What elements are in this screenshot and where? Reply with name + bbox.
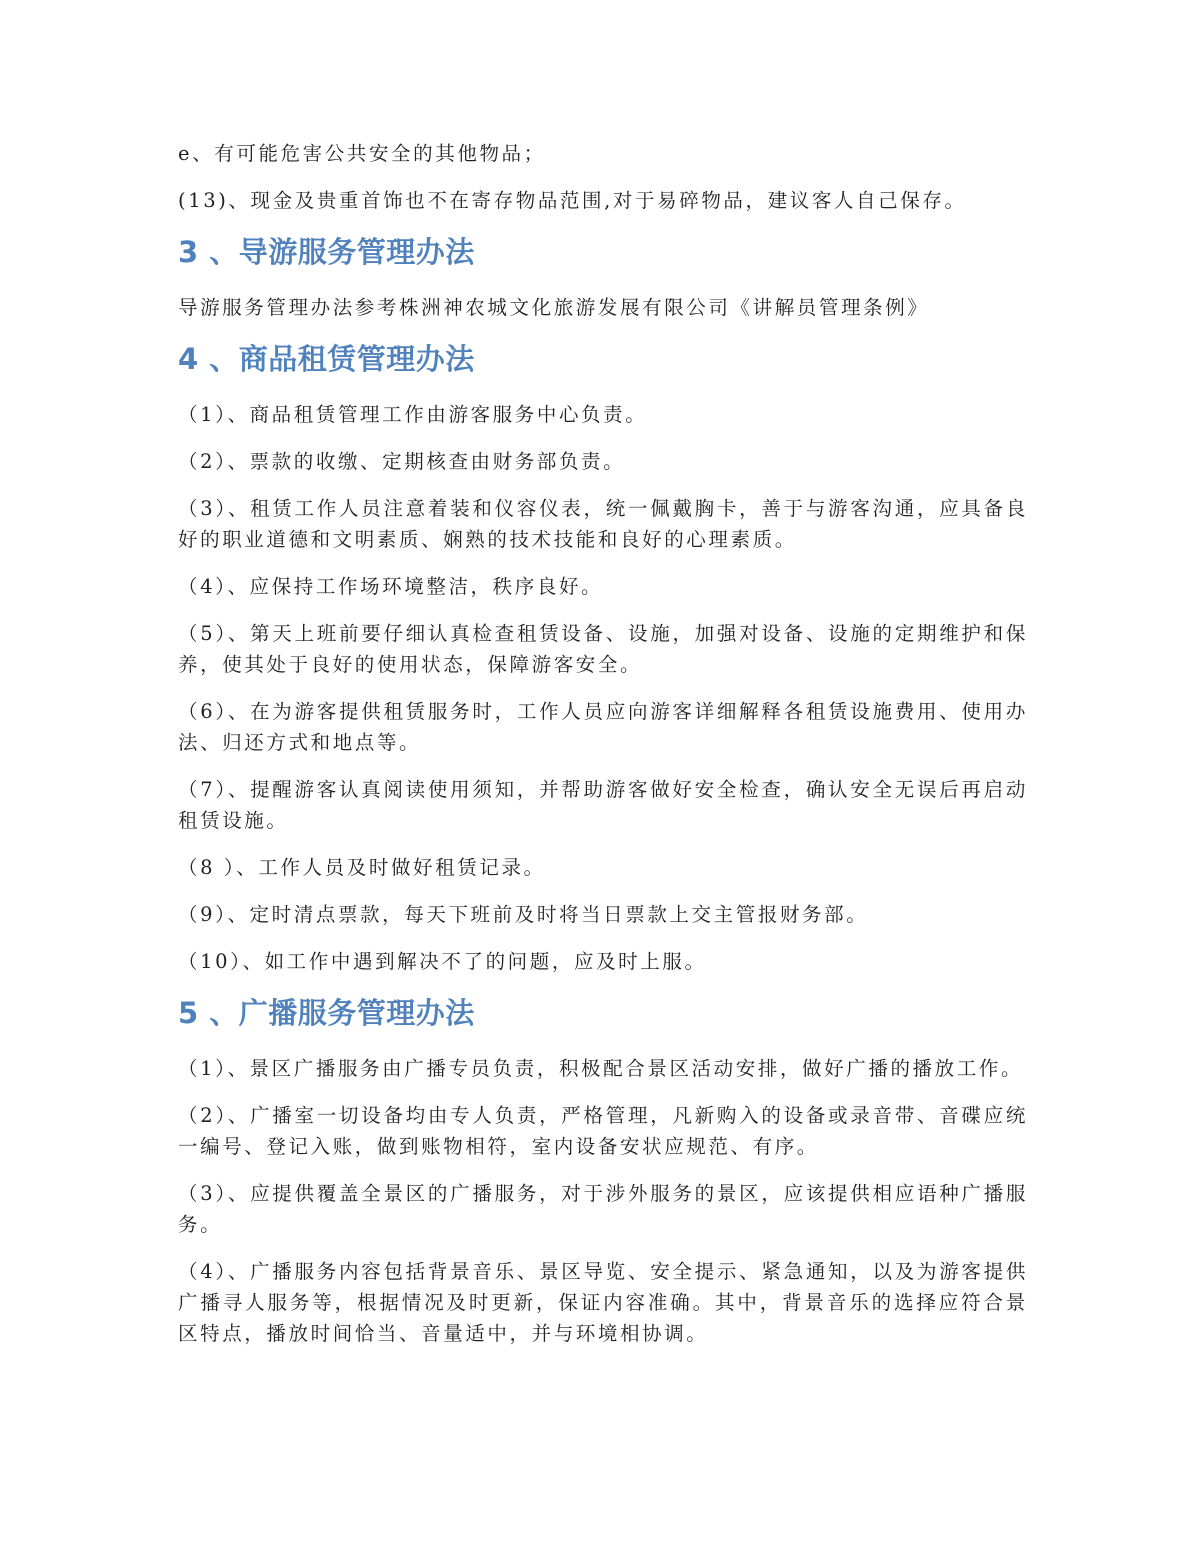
paragraph-rental-2: （2）、票款的收缴、定期核查由财务部负责。 <box>178 450 626 473</box>
paragraph-broadcast-3: （3）、应提供覆盖全景区的广播服务，对于涉外服务的景区，应该提供相应语种广播服务。 <box>178 1182 1028 1236</box>
section-heading-4: 4 、商品租赁管理办法 <box>178 342 475 376</box>
paragraph-item-13: (13)、现金及贵重首饰也不在寄存物品范围,对于易碎物品，建议客人自己保存。 <box>178 189 967 212</box>
paragraph-broadcast-2: （2）、广播室一切设备均由专人负责，严格管理，凡新购入的设备或录音带、音碟应统一编号、登记入账，做到账物相符，室内设备安状应规范、有序。 <box>178 1104 1028 1158</box>
paragraph-rental-8: （8 ）、工作人员及时做好租赁记录。 <box>178 856 546 879</box>
paragraph-rental-1: （1）、商品租赁管理工作由游客服务中心负责。 <box>178 403 648 426</box>
paragraph-rental-5: （5）、第天上班前要仔细认真检查租赁设备、设施，加强对设备、设施的定期维护和保养，使其处于良好的使用状态，保障游客安全。 <box>178 622 1028 676</box>
paragraph-rental-10: （10）、如工作中遇到解决不了的问题，应及时上服。 <box>178 950 707 973</box>
paragraph-rental-3: （3）、租赁工作人员注意着装和仪容仪表，统一佩戴胸卡，善于与游客沟通，应具备良好的职业道德和文明素质、娴熟的技术技能和良好的心理素质。 <box>178 497 1028 551</box>
paragraph-guide-service: 导游服务管理办法参考株洲神农城文化旅游发展有限公司《讲解员管理条例》 <box>178 296 930 319</box>
paragraph-rental-7: （7）、提醒游客认真阅读使用须知，并帮助游客做好安全检查，确认安全无误后再启动租赁设施。 <box>178 778 1028 832</box>
section-heading-3: 3 、导游服务管理办法 <box>178 235 475 269</box>
document-page <box>178 138 1028 1365</box>
paragraph-rental-4: （4）、应保持工作场环境整洁，秩序良好。 <box>178 575 604 598</box>
paragraph-broadcast-1: （1）、景区广播服务由广播专员负责，积极配合景区活动安排，做好广播的播放工作。 <box>178 1057 1024 1080</box>
paragraph-item-e: e、有可能危害公共安全的其他物品； <box>178 142 546 165</box>
paragraph-broadcast-4: （4）、广播服务内容包括背景音乐、景区导览、安全提示、紧急通知，以及为游客提供广播寻人服务等，根据情况及时更新，保证内容准确。其中，背景音乐的选择应符合景区特点，播放时间恰当、音量适中，并与环境相协调。 <box>178 1260 1028 1345</box>
section-heading-5: 5 、广播服务管理办法 <box>178 996 475 1030</box>
paragraph-rental-9: （9）、定时清点票款，每天下班前及时将当日票款上交主管报财务部。 <box>178 903 869 926</box>
paragraph-rental-6: （6）、在为游客提供租赁服务时，工作人员应向游客详细解释各租赁设施费用、使用办法、归还方式和地点等。 <box>178 700 1028 754</box>
